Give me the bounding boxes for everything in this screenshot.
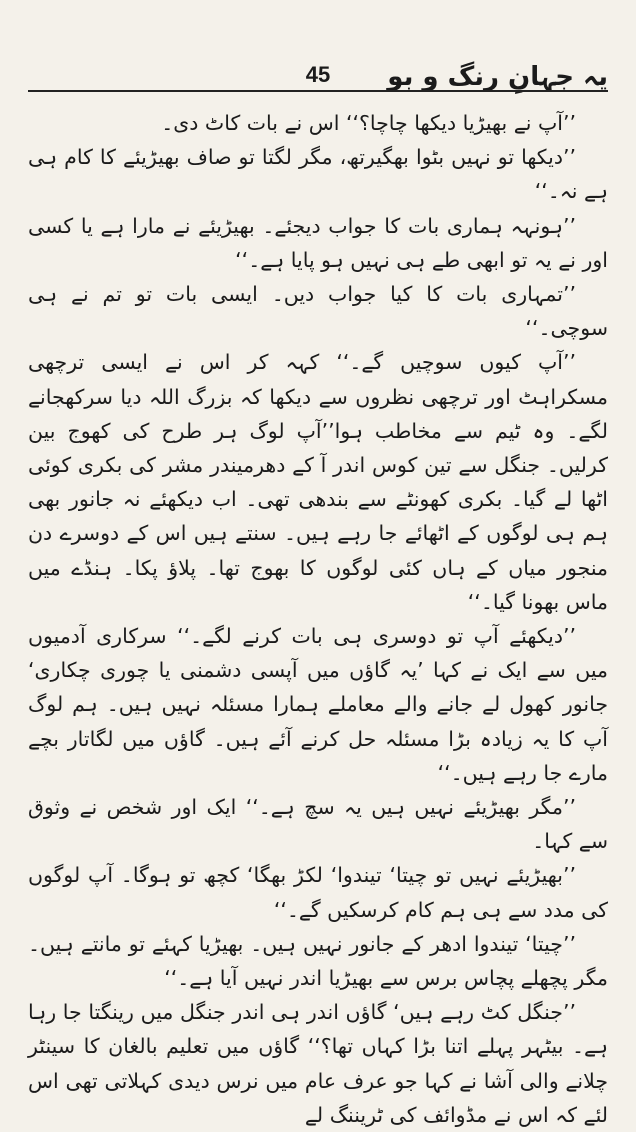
body-text xyxy=(28,106,608,1132)
paragraph: ’’مگر بھیڑیئے نہیں ہیں یہ سچ ہے۔‘‘ ایک اور شخص نے وثوق سے کہا۔ xyxy=(28,795,608,854)
paragraph: ’’دیکھئے آپ تو دوسری ہی بات کرنے لگے۔‘‘ سرکاری آدمیوں میں سے ایک نے کہا ’یہ گاؤں میں آپسی دشمنی یا چوری چکاری‘ جانور کھول لے جانے والے معاملے ہمارا مسئلہ نہیں ہیں۔ ہم لوگ آپ کا یہ زیادہ بڑا مسئلہ حل کرنے آئے ہیں۔ گاؤں میں لگاتار بچے مارے جا رہے ہیں۔‘‘ xyxy=(28,624,608,785)
paragraph: ’’آپ کیوں سوچیں گے۔‘‘ کہہ کر اس نے ایسی ترچھی مسکراہٹ اور ترچھی نظروں سے دیکھا کہ بزرگ اللہ دیا سرکھجانے لگے۔ وہ ٹیم سے مخاطب ہوا’’آپ لوگ ہر طرح کی کھوج بین کرلیں۔ جنگل سے تین کوس اندر آ کے دھرمیندر مشر کی بکری کوئی اٹھا لے گیا۔ بکری کھونٹے سے بندھی تھی۔ اب دیکھئے نہ جانور بھی ہم ہی لوگوں کے اٹھائے جا رہے ہیں۔ سنتے ہیں اس کے دوسرے دن منجور میاں کے ہاں کئی لوگوں کا بھوج تھا۔ پلاؤ پکا۔ ہنڈے میں ماس بھونا گیا۔‘‘ xyxy=(28,350,608,614)
page-number: 45 xyxy=(305,62,331,87)
header-rule xyxy=(28,90,608,92)
paragraph: ’’ہونہہ ہماری بات کا جواب دیجئے۔ بھیڑیئے نے مارا ہے یا کسی اور نے یہ تو ابھی طے ہی نہیں ہو پایا ہے۔‘‘ xyxy=(28,213,608,272)
paragraph: ’’آپ نے بھیڑیا دیکھا چاچا؟‘‘ اس نے بات کاٹ دی۔ xyxy=(161,111,576,135)
paragraph: ’’جنگل کٹ رہے ہیں‘ گاؤں اندر ہی اندر جنگل میں رینگتا جا رہا ہے۔ بیٹہر پہلے اتنا بڑا کہاں تھا؟‘‘ گاؤں میں تعلیم بالغان کا سینٹر چلانے والی آشا نے کہا جو عرف عام میں نرس دیدی کہلاتی تھی اس لئے کہ اس نے مڈوائف کی ٹریننگ لے xyxy=(28,1000,608,1127)
paragraph: ’’چیتا‘ تیندوا ادھر کے جانور نہیں ہیں۔ بھیڑیا کہئے تو مانتے ہیں۔ مگر پچھلے پچاس برس سے بھیڑیا اندر نہیں آیا ہے۔‘‘ xyxy=(28,931,608,991)
paragraph: ’’دیکھا تو نہیں بٹوا بھگیرتھ، مگر لگتا تو صاف بھیڑیئے کا کام ہی ہے نہ۔‘‘ xyxy=(28,145,608,204)
paragraph: ’’بھیڑیئے نہیں تو چیتا‘ تیندوا‘ لکڑ بھگا‘ کچھ تو ہوگا۔ آپ لوگوں کی مدد سے ہی ہم کام کرسکیں گے۔‘‘ xyxy=(28,863,608,922)
running-title: یہ جہانِ رنگ و بو xyxy=(387,62,608,92)
page-header xyxy=(28,56,608,96)
paragraph: ’’تمہاری بات کا کیا جواب دیں۔ ایسی بات تو تم نے ہی سوچی۔‘‘ xyxy=(28,282,608,341)
